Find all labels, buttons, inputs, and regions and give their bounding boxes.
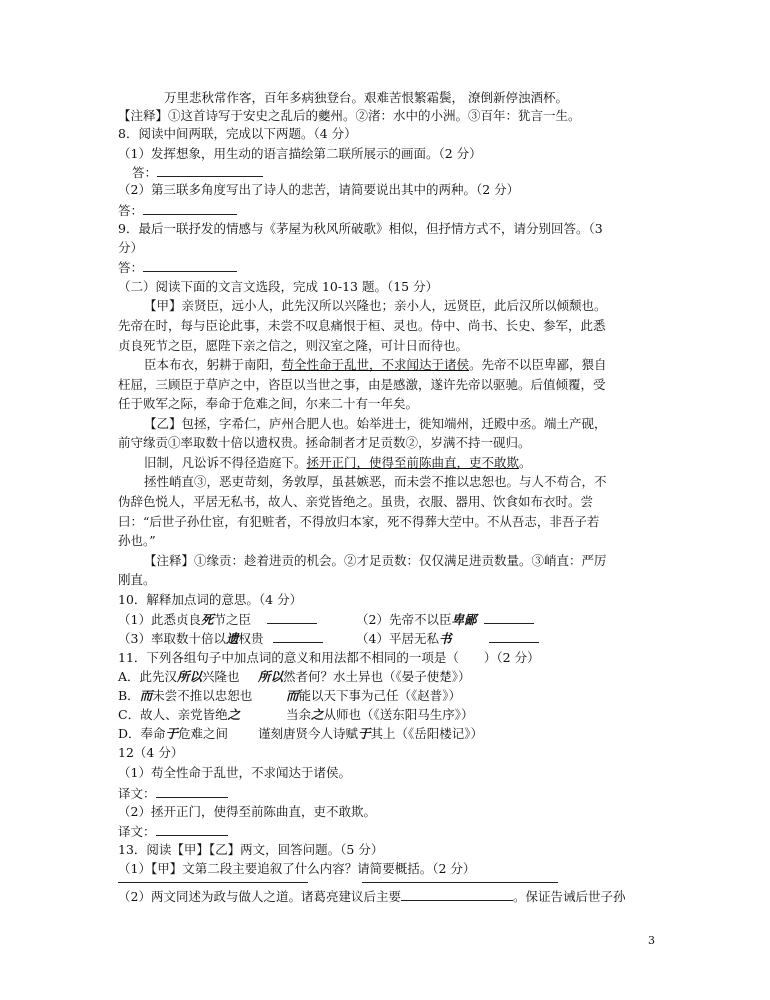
passage-line: 枉屈，三顾臣于草庐之中，咨臣以当世之事，由是感激，遂许先帝以驱驰。后值倾覆，受 bbox=[118, 377, 606, 392]
poem-note: 【注释】①这首诗写于安史之乱后的夔州。②渚：水中的小洲。③百年：犹言一生。 bbox=[118, 108, 581, 123]
question-8-1: （1）发挥想象，用生动的语言描绘第二联所展示的画面。（2 分） bbox=[118, 146, 482, 161]
answer-label: 答： bbox=[118, 260, 144, 275]
dotted-word: 之 bbox=[311, 707, 324, 722]
dotted-word: 遗 bbox=[225, 631, 239, 646]
translation-label: 译文： bbox=[118, 786, 156, 801]
underlined-sentence: 苟全性命于乱世，不求闻达于诸侯 bbox=[281, 357, 470, 372]
passage-line: 臣本布衣，躬耕于南阳，苟全性命于乱世，不求闻达于诸侯。先帝不以臣卑鄙，猥自 bbox=[144, 357, 607, 372]
answer-label: 答： bbox=[132, 165, 158, 180]
question-12-1: （1）苟全性命于乱世，不求闻达于诸侯。 bbox=[118, 765, 351, 780]
translation-line bbox=[118, 823, 228, 840]
answer-blank bbox=[156, 785, 228, 798]
passage-line: 曰：“后世子孙仕宦，有犯赃者，不得放归本家，死不得葬大茔中。不从吾志，非吾子若 bbox=[118, 514, 600, 529]
answer-line bbox=[118, 259, 237, 276]
passage-line: 【乙】包拯，字希仁，庐州合肥人也。始举进士，徙知端州，迁殿中丞。端土产砚， bbox=[144, 416, 607, 431]
dotted-word: 于 bbox=[165, 726, 179, 741]
question-8-2: （2）第三联多角度写出了诗人的悲苦，请简要说出其中的两种。（2 分） bbox=[118, 182, 520, 197]
passage-line: 前守缘贡①率取数十倍以遗权贵。拯命制者才足贡数②，岁满不持一砚归。 bbox=[118, 435, 531, 450]
poem-line: 万里悲秋常作客，百年多病独登台。艰难苦恨繁霜鬓， 潦倒新停浊酒杯。 bbox=[164, 90, 568, 105]
question-12: 12（4 分） bbox=[118, 745, 184, 760]
answer-blank bbox=[156, 823, 228, 836]
answer-label: 答： bbox=[118, 203, 144, 218]
dotted-word: 所以 bbox=[258, 669, 284, 684]
underlined-sentence: 拯开正门，使得至前陈曲直，吏不敢欺 bbox=[306, 455, 520, 470]
answer-rule-left bbox=[118, 882, 308, 883]
translation-line bbox=[118, 785, 228, 802]
answer-blank bbox=[267, 611, 317, 624]
answer-rule-right bbox=[362, 882, 558, 883]
option-a: A．此先汉所以兴隆也 所以然者何？水土异也（《晏子使楚》） bbox=[118, 669, 471, 684]
section-2-heading: （二）阅读下面的文言文选段，完成 10-13 题。（15 分） bbox=[118, 279, 439, 294]
question-12-2: （2）拯开正门，使得至前陈曲直，吏不敢欺。 bbox=[118, 804, 376, 819]
option-d: D．奉命于危难之间 谨刻唐贤今人诗赋于其上（《岳阳楼记》） bbox=[118, 726, 484, 741]
passage-line: 拯性峭直③，恶吏苛刻，务敦厚，虽甚嫉恶，而未尝不推以忠恕也。与人不苟合，不 bbox=[144, 474, 607, 489]
question-11: 11．下列各组句子中加点词的意义和用法都不相同的一项是（ ）（2 分） bbox=[118, 650, 540, 665]
option-b: B．而未尝不推以忠恕也 而能以天下事为己任（《赵普》） bbox=[118, 688, 462, 703]
passage-line: 旧制，凡讼诉不得径造庭下。拯开正门，使得至前陈曲直，吏不敢欺。 bbox=[144, 455, 532, 470]
question-8: 8．阅读中间两联，完成以下两题。（4 分） bbox=[118, 126, 357, 141]
question-13-1: （1）【甲】文第二段主要追叙了什么内容？请简要概括。（2 分） bbox=[118, 861, 476, 876]
question-10-row: （1）此悉贞良死节之臣 （2）先帝不以臣卑鄙 bbox=[118, 611, 638, 628]
question-13-2: （2）两文同述为政与做人之道。诸葛亮建议后主要 。保证告诫后世子孙 bbox=[118, 889, 626, 904]
answer-blank bbox=[143, 202, 237, 215]
answer-blank bbox=[484, 611, 534, 624]
dotted-word: 死 bbox=[200, 612, 214, 627]
question-9-cont: 分） bbox=[118, 240, 144, 255]
answer-line bbox=[132, 164, 263, 181]
question-10-row: （3）率取数十倍以遗权贵 （4）平居无私书 bbox=[118, 630, 638, 647]
passage-note: 【注释】①缘贡：趁着进贡的机会。②才足贡数：仅仅满足进贡数量。③峭直：严厉 bbox=[144, 553, 607, 568]
answer-blank bbox=[143, 259, 237, 272]
page-number: 3 bbox=[648, 934, 655, 947]
passage-line: 【甲】亲贤臣，远小人，此先汉所以兴隆也；亲小人，远贤臣，此后汉所以倾颓也。 bbox=[144, 298, 607, 313]
answer-blank bbox=[401, 888, 513, 901]
answer-blank bbox=[489, 630, 539, 643]
question-9: 9．最后一联抒发的情感与《茅屋为秋风所破歌》相似，但抒情方式不，请分别回答。（3 bbox=[118, 221, 603, 236]
dotted-word: 于 bbox=[358, 726, 371, 741]
answer-blank bbox=[273, 630, 323, 643]
passage-line: 伪辞色悦人，平居无私书，故人、亲党皆绝之。虽贵，衣服、器用、饮食如布衣时。尝 bbox=[118, 494, 594, 509]
answer-line bbox=[118, 202, 237, 219]
question-13: 13．阅读【甲】【乙】两文，回答问题。（5 分） bbox=[118, 842, 384, 857]
question-10: 10．解释加点词的意思。（4 分） bbox=[118, 592, 303, 607]
answer-blank bbox=[157, 164, 263, 177]
passage-note: 刚直。 bbox=[118, 572, 156, 587]
option-c: C．故人、亲党皆绝之 当余之从师也（《送东阳马生序》） bbox=[118, 707, 474, 722]
dotted-word: 而 bbox=[286, 688, 299, 703]
dotted-word: 之 bbox=[227, 707, 241, 722]
passage-line: 孙也。” bbox=[118, 533, 156, 548]
translation-label: 译文： bbox=[118, 824, 156, 839]
passage-line: 任于败军之际，奉命于危难之间，尔来二十有一年矣。 bbox=[118, 396, 419, 411]
dotted-word: 所以 bbox=[177, 669, 203, 684]
dotted-word: 卑鄙 bbox=[451, 612, 477, 627]
passage-line: 贞良死节之臣，愿陛下亲之信之，则汉室之隆，可计日而待也。 bbox=[118, 338, 469, 353]
dotted-word: 而 bbox=[139, 688, 153, 703]
dotted-word: 书 bbox=[438, 631, 452, 646]
passage-line: 先帝在时，每与臣论此事，未尝不叹息痛恨于桓、灵也。侍中、尚书、长史、参军，此悉 bbox=[118, 318, 606, 333]
